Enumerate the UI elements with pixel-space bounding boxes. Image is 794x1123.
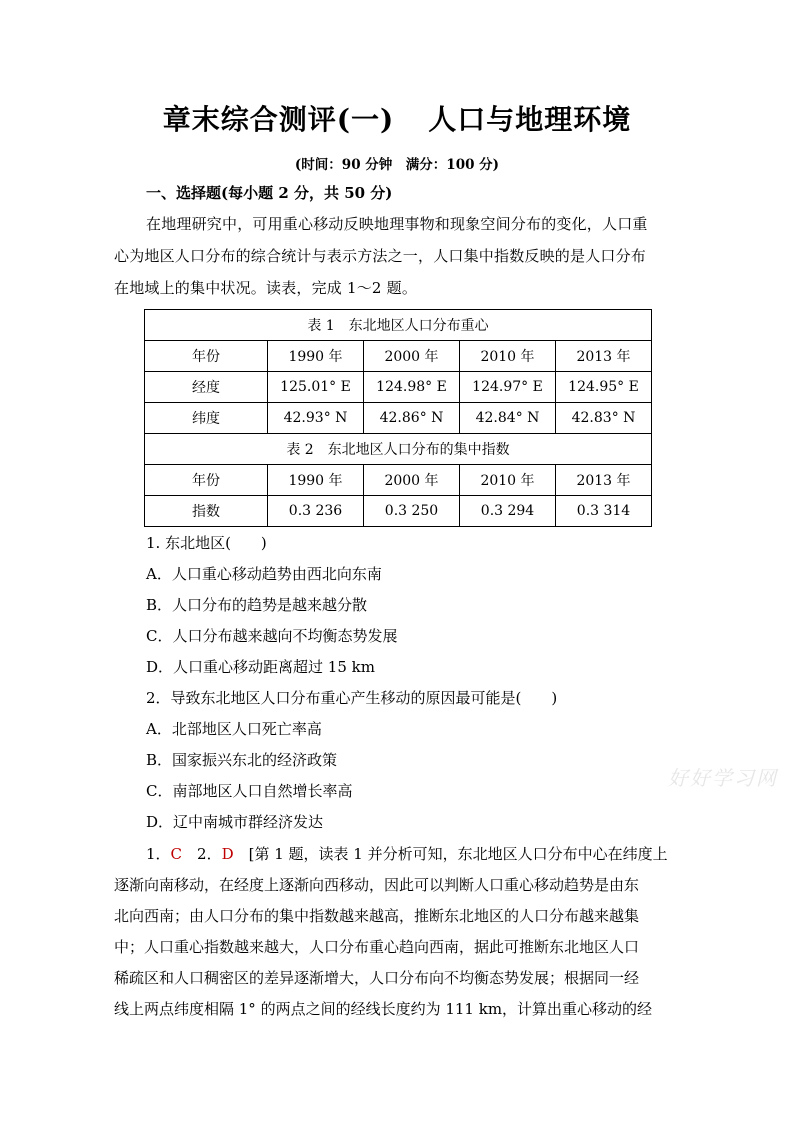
table-row [145,341,652,372]
answer-line-5: 稀疏区和人口稠密区的差异逐渐增大，人口分布向不均衡态势发展；根据同一经 [114,969,640,987]
exam-time-info: (时间：90 分钟 满分：100 分) [294,157,500,173]
table-row [145,372,652,403]
table-cell: 42.93° N [268,403,364,434]
table-cell: 124.98° E [364,372,460,403]
question-2-option-b: B．国家振兴东北的经济政策 [146,751,338,769]
table-cell: 0.3 294 [460,496,556,527]
title-part-2: 人口与地理环境 [428,103,632,136]
table-cell: 124.95° E [556,372,652,403]
table-header-cell: 1990 年 [268,465,364,496]
title-part-1: 章末综合测评(一) [162,103,395,136]
table-row [145,465,652,496]
question-1-stem: 1. 东北地区( ) [146,534,267,552]
table2-caption: 表 2 东北地区人口分布的集中指数 [145,434,652,465]
table-header-cell: 年份 [145,465,268,496]
table-cell: 指数 [145,496,268,527]
intro-line-3: 在地域上的集中状况。读表，完成 1～2 题。 [114,279,418,297]
table-cell: 42.86° N [364,403,460,434]
data-table [144,309,652,527]
question-1-option-a: A．人口重心移动趋势由西北向东南 [146,565,382,583]
answer-line-3: 北向西南；由人口分布的集中指数越来越高，推断东北地区的人口分布越来越集 [114,907,640,925]
answer-line-1 [146,844,668,864]
table1-caption: 表 1 东北地区人口分布重心 [145,310,652,341]
question-2-option-a: A．北部地区人口死亡率高 [146,720,322,738]
table-cell: 0.3 314 [556,496,652,527]
table-cell: 纬度 [145,403,268,434]
table-header-cell: 2010 年 [460,465,556,496]
table-header-cell: 2013 年 [556,341,652,372]
table-header-cell: 1990 年 [268,341,364,372]
answer-line-2: 逐渐向南移动，在经度上逐渐向西移动，因此可以判断人口重心移动趋势是由东 [114,876,640,894]
intro-line-1: 在地理研究中，可用重心移动反映地理事物和现象空间分布的变化，人口重 [146,215,648,233]
question-2-stem: 2．导致东北地区人口分布重心产生移动的原因最可能是( ) [146,689,558,707]
question-1-option-c: C．人口分布越来越向不均衡态势发展 [146,627,398,645]
question-2-option-d: D．辽中南城市群经济发达 [146,813,324,831]
question-2-option-c: C．南部地区人口自然增长率高 [146,782,353,800]
answer-line-4: 中；人口重心指数越来越大，人口分布重心趋向西南，据此可推断东北地区人口 [114,938,640,956]
answer-explanation-start: [第 1 题，读表 1 并分析可知，东北地区人口分布中心在纬度上 [233,845,668,863]
table-cell: 经度 [145,372,268,403]
table-cell: 0.3 250 [364,496,460,527]
table-cell: 42.84° N [460,403,556,434]
table-cell: 124.97° E [460,372,556,403]
section-heading: 一、选择题(每小题 2 分，共 50 分) [146,184,393,202]
question-1-option-d: D．人口重心移动距离超过 15 km [146,658,375,676]
table-header-cell: 2000 年 [364,341,460,372]
table-row [145,403,652,434]
question-1-option-b: B．人口分布的趋势是越来越分散 [146,596,368,614]
table-header-cell: 2000 年 [364,465,460,496]
table-header-cell: 年份 [145,341,268,372]
answer-2-prefix: 2． [182,845,222,863]
table-cell: 0.3 236 [268,496,364,527]
answer-1-prefix: 1． [146,845,171,863]
table-row [145,496,652,527]
table-header-cell: 2013 年 [556,465,652,496]
answer-line-6: 线上两点纬度相隔 1° 的两点之间的经线长度约为 111 km，计算出重心移动的经 [114,1000,653,1018]
intro-line-2: 心为地区人口分布的综合统计与表示方法之一，人口集中指数反映的是人口分布 [114,247,647,265]
table-cell: 42.83° N [556,403,652,434]
watermark: 好好学习网 [668,766,778,790]
table-cell: 125.01° E [268,372,364,403]
answer-1-choice: C [170,845,183,863]
page-title [0,98,794,138]
table-header-cell: 2010 年 [460,341,556,372]
answer-2-choice: D [221,845,234,863]
